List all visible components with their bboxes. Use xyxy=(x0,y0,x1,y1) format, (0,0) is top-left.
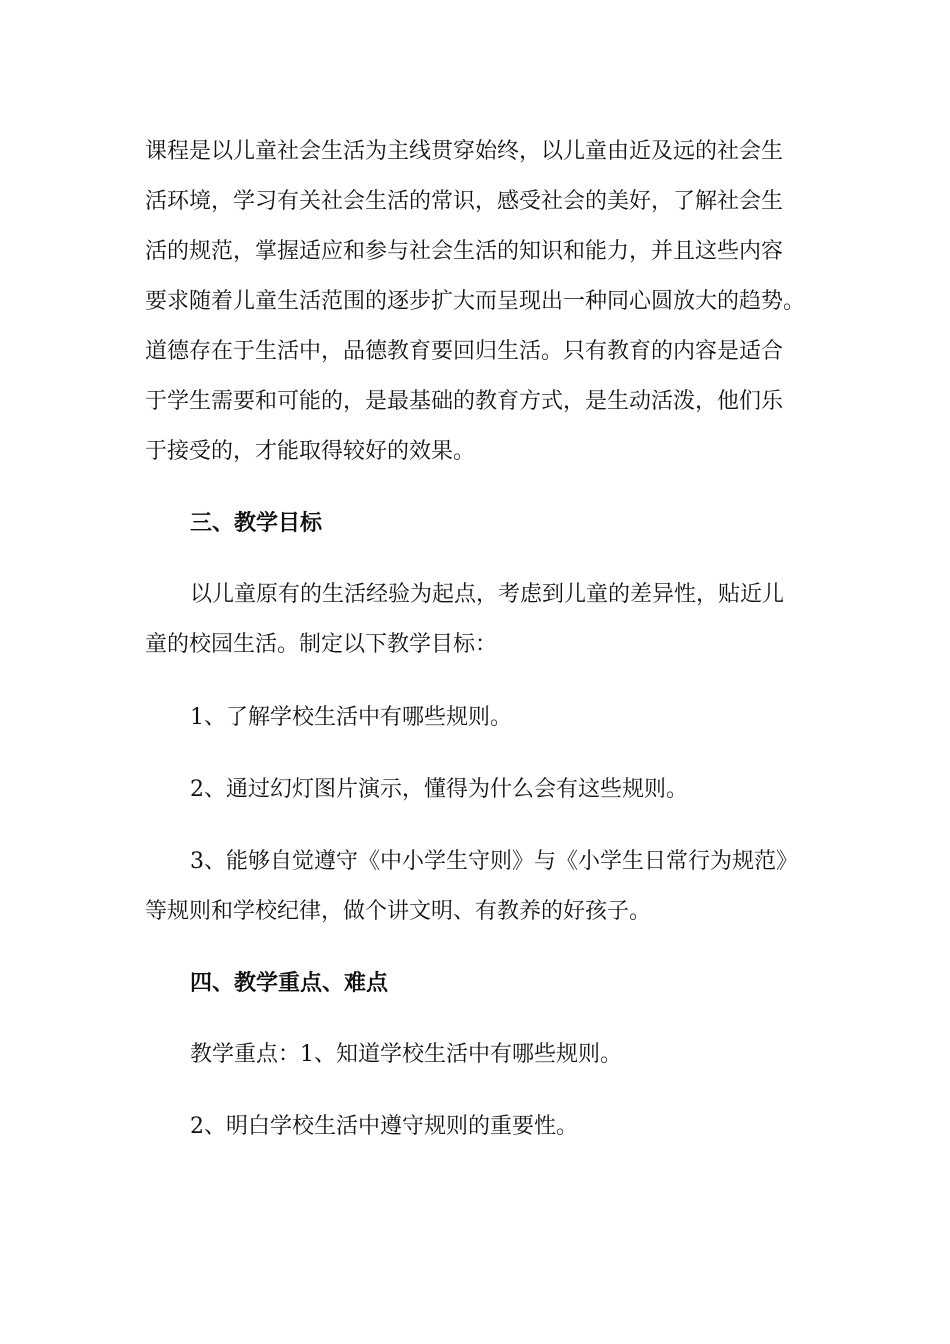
key-point-item: 教学重点：1、知道学校生活中有哪些规则。 xyxy=(190,1042,622,1067)
objective-item-continued: 等规则和学校纪律，做个讲文明、有教养的好孩子。 xyxy=(145,899,652,924)
section-heading-key-points: 四、教学重点、难点 xyxy=(190,970,389,996)
objective-item: 2、通过幻灯图片演示，懂得为什么会有这些规则。 xyxy=(190,777,688,802)
paragraph-line: 道德存在于生活中，品德教育要回归生活。只有教育的内容是适合 xyxy=(145,339,784,364)
section-heading-objectives: 三、教学目标 xyxy=(190,510,323,536)
objective-item: 1、了解学校生活中有哪些规则。 xyxy=(190,705,512,730)
paragraph-line: 课程是以儿童社会生活为主线贯穿始终，以儿童由近及远的社会生 xyxy=(145,139,784,164)
paragraph-line: 于接受的，才能取得较好的效果。 xyxy=(145,439,476,464)
paragraph-line: 活的规范，掌握适应和参与社会生活的知识和能力，并且这些内容 xyxy=(145,239,784,264)
paragraph-line: 于学生需要和可能的，是最基础的教育方式，是生动活泼，他们乐 xyxy=(145,389,784,414)
key-point-item: 2、明白学校生活中遵守规则的重要性。 xyxy=(190,1114,578,1139)
paragraph-line: 以儿童原有的生活经验为起点，考虑到儿童的差异性，贴近儿 xyxy=(190,582,785,607)
objective-item: 3、能够自觉遵守《中小学生守则》与《小学生日常行为规范》 xyxy=(190,849,798,874)
paragraph-line: 童的校园生活。制定以下教学目标： xyxy=(145,632,498,657)
paragraph-line: 要求随着儿童生活范围的逐步扩大而呈现出一种同心圆放大的趋势。 xyxy=(145,289,806,314)
paragraph-line: 活环境，学习有关社会生活的常识，感受社会的美好，了解社会生 xyxy=(145,189,784,214)
